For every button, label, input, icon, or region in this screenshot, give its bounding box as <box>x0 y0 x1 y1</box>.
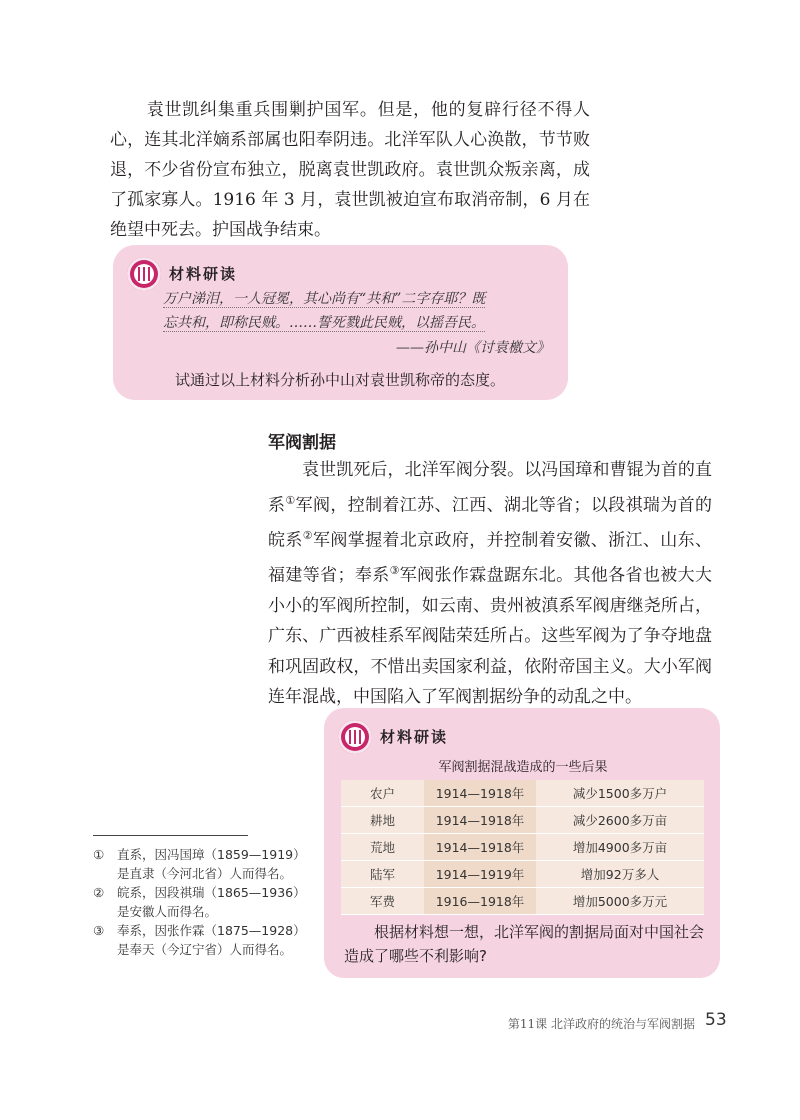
table-row <box>341 834 704 861</box>
box-title: 材料研读 <box>169 265 238 283</box>
footnote-text: 直系，因冯国璋（1859—1919） <box>117 847 306 862</box>
table-row <box>341 807 704 834</box>
table-cell: 耕地 <box>341 807 424 834</box>
footnote-text: 是奉天（今辽宁省）人而得名。 <box>117 942 293 957</box>
box-title: 材料研读 <box>380 728 449 746</box>
material-reading-icon <box>127 257 161 291</box>
paragraph-text: 军阀张作霖盘踞东北。其他各省也被大大小小的军阀所控制，如云南、贵州被滇系军阀唐继尧所占，广东、广西被桂系军阀陆荣廷所占。这些军阀为了争夺地盘和巩固政权，不惜出卖国家利益，依附帝国主义。大小军阀连年混战，中国陷入了军阀割据纷争的动乱之中。 <box>268 565 713 708</box>
table-cell: 军费 <box>341 888 424 915</box>
page-number: 53 <box>705 1010 727 1030</box>
table-cell: 1914—1918年 <box>424 780 536 807</box>
paragraph-text: 军阀掌握着北京政府，并控制着安徽、浙江、山东、福建等省；奉系 <box>268 530 712 586</box>
warlord-paragraph <box>268 455 712 713</box>
table-cell: 陆军 <box>341 861 424 888</box>
box-question: 根据材料想一想，北洋军阀的割据局面对中国社会造成了哪些不利影响? <box>344 923 705 965</box>
material-reading-box-1 <box>113 245 568 400</box>
intro-paragraph <box>110 95 590 245</box>
footnote-2 <box>93 883 308 921</box>
footnote-3 <box>93 921 308 959</box>
table-cell: 增加92万多人 <box>536 861 704 888</box>
consequences-table <box>341 780 704 915</box>
table-row <box>341 780 704 807</box>
footnote-number: ① <box>93 847 105 862</box>
table-cell: 农户 <box>341 780 424 807</box>
footnote-text: 奉系，因张作霖（1875—1928） <box>117 923 306 938</box>
table-cell: 减少1500多万户 <box>536 780 704 807</box>
footnote-divider <box>93 835 248 836</box>
footnote-text: 皖系，因段祺瑞（1865—1936） <box>117 885 306 900</box>
material-reading-box-2 <box>324 708 720 978</box>
footnote-ref: ② <box>302 528 313 542</box>
quote-line: 忘共和，即称民贼。……誓死戮此民贼，以摇吾民。 <box>163 315 485 331</box>
quote-line: 万户涕泪，一人冠冕，其心尚有“共和”二字存耶？既 <box>163 291 486 307</box>
section-title: 军阀割据 <box>268 433 336 453</box>
table-cell: 1914—1918年 <box>424 807 536 834</box>
table-row <box>341 888 704 915</box>
quote-source: ——孙中山《讨袁檄文》 <box>396 340 550 356</box>
footnote-number: ② <box>93 885 105 900</box>
table-caption: 军阀割据混战造成的一些后果 <box>438 760 608 775</box>
footnote-1 <box>93 845 308 883</box>
intro-paragraph-text: 袁世凯纠集重兵围剿护国军。但是，他的复辟行径不得人心，连其北洋嫡系部属也阳奉阴违。北洋军队人心涣散，节节败退，不少省份宣布独立，脱离袁世凯政府。袁世凯众叛亲离，成了孤家寡人。1916 年 3 月，袁世凯被迫宣布取消帝制，6 月在绝望中死去。护国战争结束。 <box>110 100 590 240</box>
material-reading-icon <box>338 720 372 754</box>
table-cell: 1914—1918年 <box>424 834 536 861</box>
footnote-ref: ① <box>285 493 296 507</box>
table-cell: 1914—1919年 <box>424 861 536 888</box>
quote-text <box>163 287 553 335</box>
table-cell: 增加5000多万元 <box>536 888 704 915</box>
footnote-ref: ③ <box>389 563 400 577</box>
footnote-number: ③ <box>93 923 105 938</box>
table-row <box>341 861 704 888</box>
paragraph-text: 军阀，控制着江苏、江西、湖北等省；以段祺瑞为首的皖系 <box>268 495 713 551</box>
table-cell: 1916—1918年 <box>424 888 536 915</box>
box-question: 试通过以上材料分析孙中山对袁世凯称帝的态度。 <box>175 371 506 389</box>
table-cell: 荒地 <box>341 834 424 861</box>
paragraph-text: 袁世凯死后，北洋军阀分裂。以冯国璋和曹锟为首的直系 <box>268 460 712 516</box>
footnote-text: 是直隶（今河北省）人而得名。 <box>117 866 293 881</box>
table-cell: 增加4900多万亩 <box>536 834 704 861</box>
lesson-footer: 第11课 北洋政府的统治与军阀割据 <box>507 1017 695 1031</box>
footnote-text: 是安徽人而得名。 <box>117 904 218 919</box>
table-cell: 减少2600多万亩 <box>536 807 704 834</box>
